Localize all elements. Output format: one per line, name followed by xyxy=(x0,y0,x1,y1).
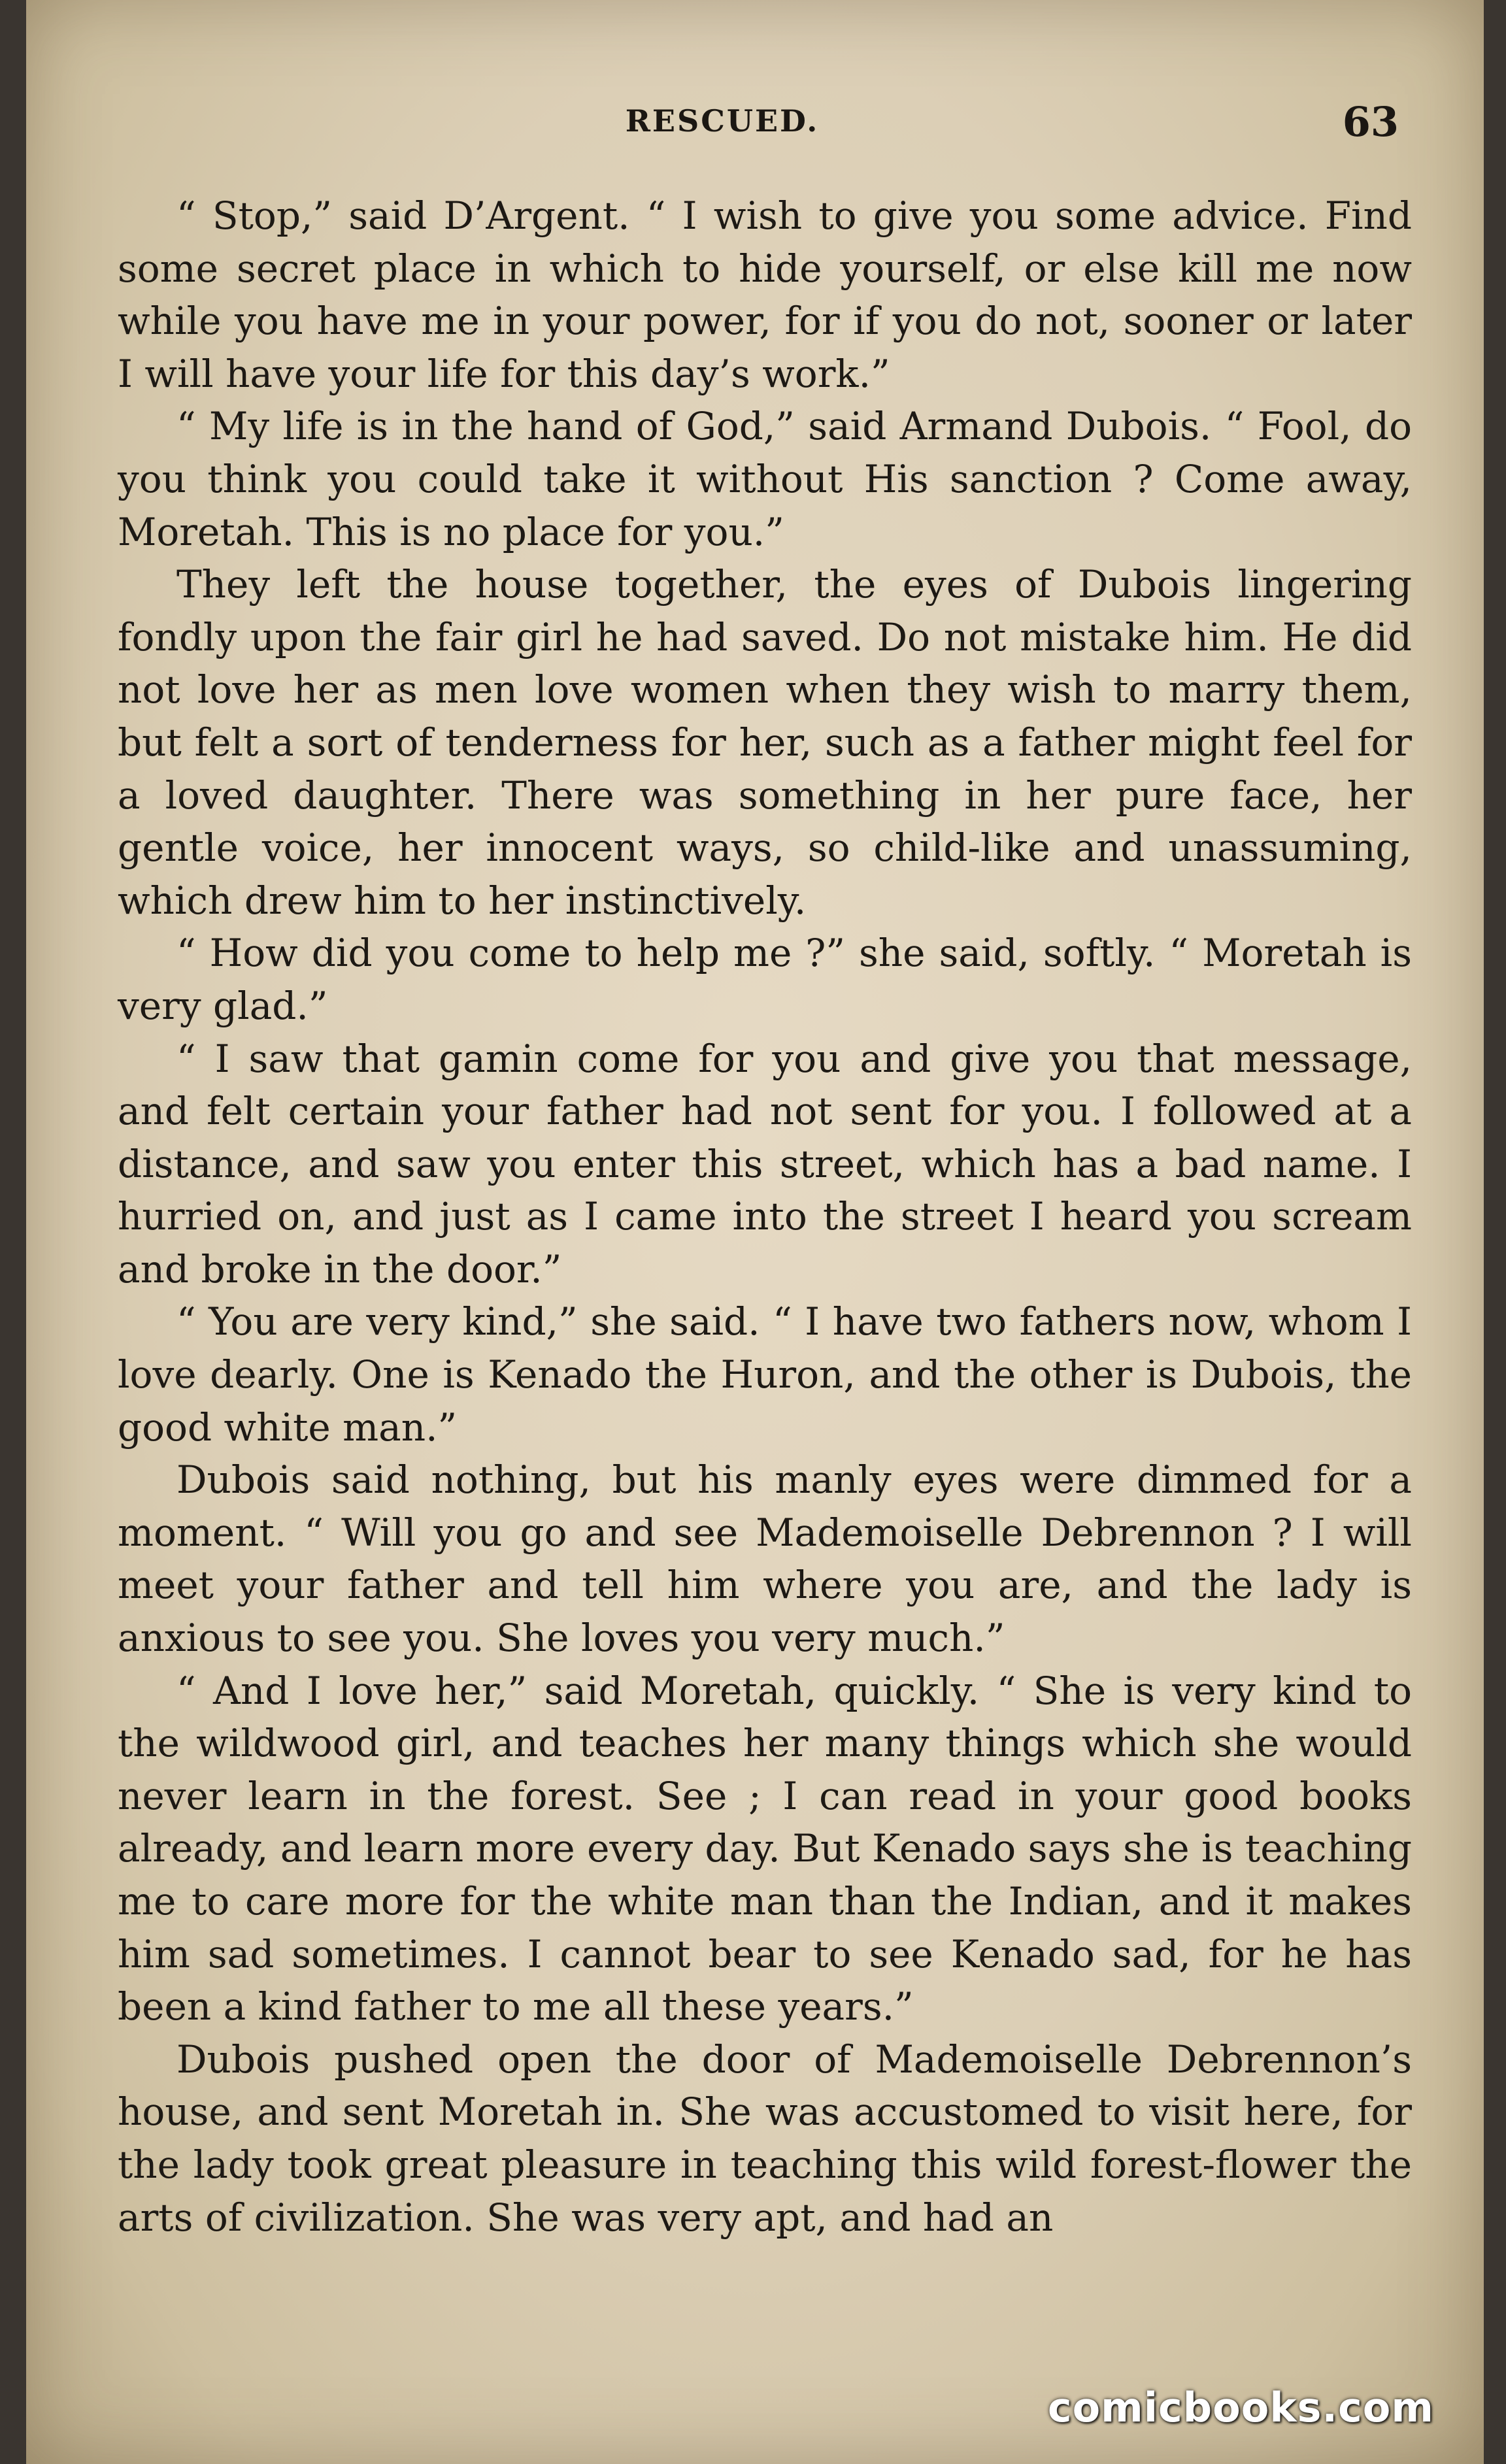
paragraph: “ Stop,” said D’Argent. “ I wish to give you some advice. Find some secret place in which to hide yourself, or else kill me now while you have me in your power, for if you do not, sooner or later I will have your life for this day’s work.” xyxy=(118,193,1412,396)
body-text xyxy=(118,190,1412,2244)
page-header xyxy=(26,98,1484,150)
paragraph: “ I saw that gamin come for you and give you that message, and felt certain your father had not sent for you. I followed at a distance, and saw you enter this street, which has a bad name. I hurried on, and just as I came into the street I heard you scream and broke in the door.” xyxy=(118,1036,1412,1291)
paragraph: Dubois pushed open the door of Mademoiselle Debrennon’s house, and sent Moretah in. She was accustomed to visit here, for the lady took great pleasure in teaching this wild forest-flower the arts of civilization. She was very apt, and had an xyxy=(118,2037,1412,2240)
paragraph: “ And I love her,” said Moretah, quickly. “ She is very kind to the wildwood girl, and teaches her many things which she would never learn in the forest. See ; I can read in your good books already, and learn more every day. But Kenado says she is teaching me to care more for the white man than the Indian, and it makes him sad sometimes. I cannot bear to see Kenado sad, for he has been a kind father to me all these years.” xyxy=(118,1668,1412,2029)
paragraph: “ You are very kind,” she said. “ I have two fathers now, whom I love dearly. One is Kenado the Huron, and the other is Dubois, the good white man.” xyxy=(118,1299,1412,1450)
book-page xyxy=(26,0,1484,2464)
paragraph: Dubois said nothing, but his manly eyes were dimmed for a moment. “ Will you go and see Mademoiselle Debrennon ? I will meet your father and tell him where you are, and the lady is anxious to see you. She loves you very much.” xyxy=(118,1457,1412,1661)
paragraph: “ How did you come to help me ?” she said, softly. “ Moretah is very glad.” xyxy=(118,931,1412,1028)
page-number: 63 xyxy=(1342,98,1399,146)
paragraph: “ My life is in the hand of God,” said Armand Dubois. “ Fool, do you think you could take it without His sanction ? Come away, Moretah. This is no place for you.” xyxy=(118,404,1412,554)
site-watermark: comicbooks.com xyxy=(1047,2384,1434,2431)
running-head: RESCUED. xyxy=(625,103,820,139)
paragraph: They left the house together, the eyes of Dubois lingering fondly upon the fair girl he had saved. Do not mistake him. He did not love her as men love women when they wish to marry them, but felt a sort of tenderness for her, such as a father might feel for a loved daughter. There was something in her pure face, her gentle voice, her innocent ways, so child-like and unassuming, which drew him to her instinctively. xyxy=(118,562,1412,923)
